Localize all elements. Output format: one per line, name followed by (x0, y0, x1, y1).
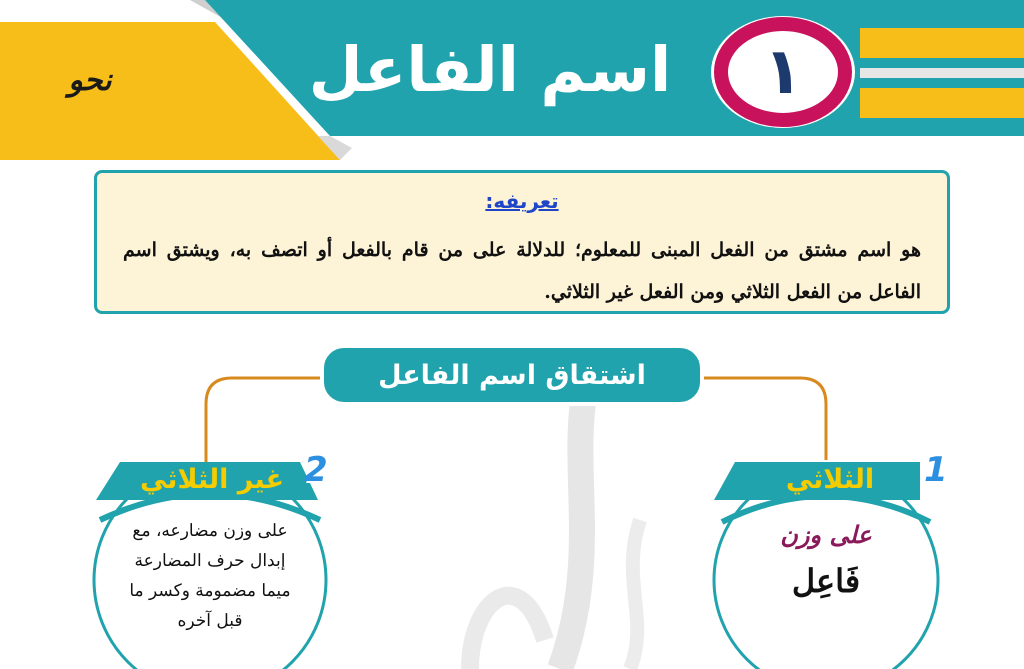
banner-yellow-bar-bottom (860, 88, 1024, 118)
branch-label-thulathi: الثلاثي (785, 463, 875, 495)
branch-number-1: 1 (924, 450, 948, 490)
description-line: ميما مضمومة وكسر ما (129, 581, 291, 601)
lesson-title: اسم الفاعل (308, 33, 672, 106)
branch-number-2: 2 (304, 450, 328, 490)
description-line: إبدال حرف المضارعة (134, 551, 286, 571)
lesson-number: ١ (763, 35, 803, 109)
definition-text: هو اسم مشتق من الفعل المبنى للمعلوم؛ للدلالة على من قام بالفعل أو اتصف به، ويشتق اسم الفاعل من الفعل الثلاثي ومن الفعل غير الثلاثي. (123, 239, 921, 303)
description-line: قبل آخره (177, 611, 243, 631)
wazn-label: على وزن (780, 520, 872, 549)
banner-grey-bar (860, 68, 1024, 78)
ghayr-thulathi-description (104, 516, 316, 636)
connector-right (698, 378, 826, 460)
subject-tag: نحو (68, 62, 112, 98)
derivation-title: اشتقاق اسم الفاعل (378, 359, 646, 391)
wazn-value: فَاعِل (791, 562, 861, 600)
definition-box (94, 170, 950, 314)
watermark-calligraphy (470, 390, 640, 669)
banner-yellow-bar-top (860, 28, 1024, 58)
branch-label-ghayr-thulathi: غير الثلاثي (139, 463, 285, 495)
definition-heading: تعريفه: (485, 189, 559, 213)
description-line: على وزن مضارعه، مع (132, 521, 288, 541)
